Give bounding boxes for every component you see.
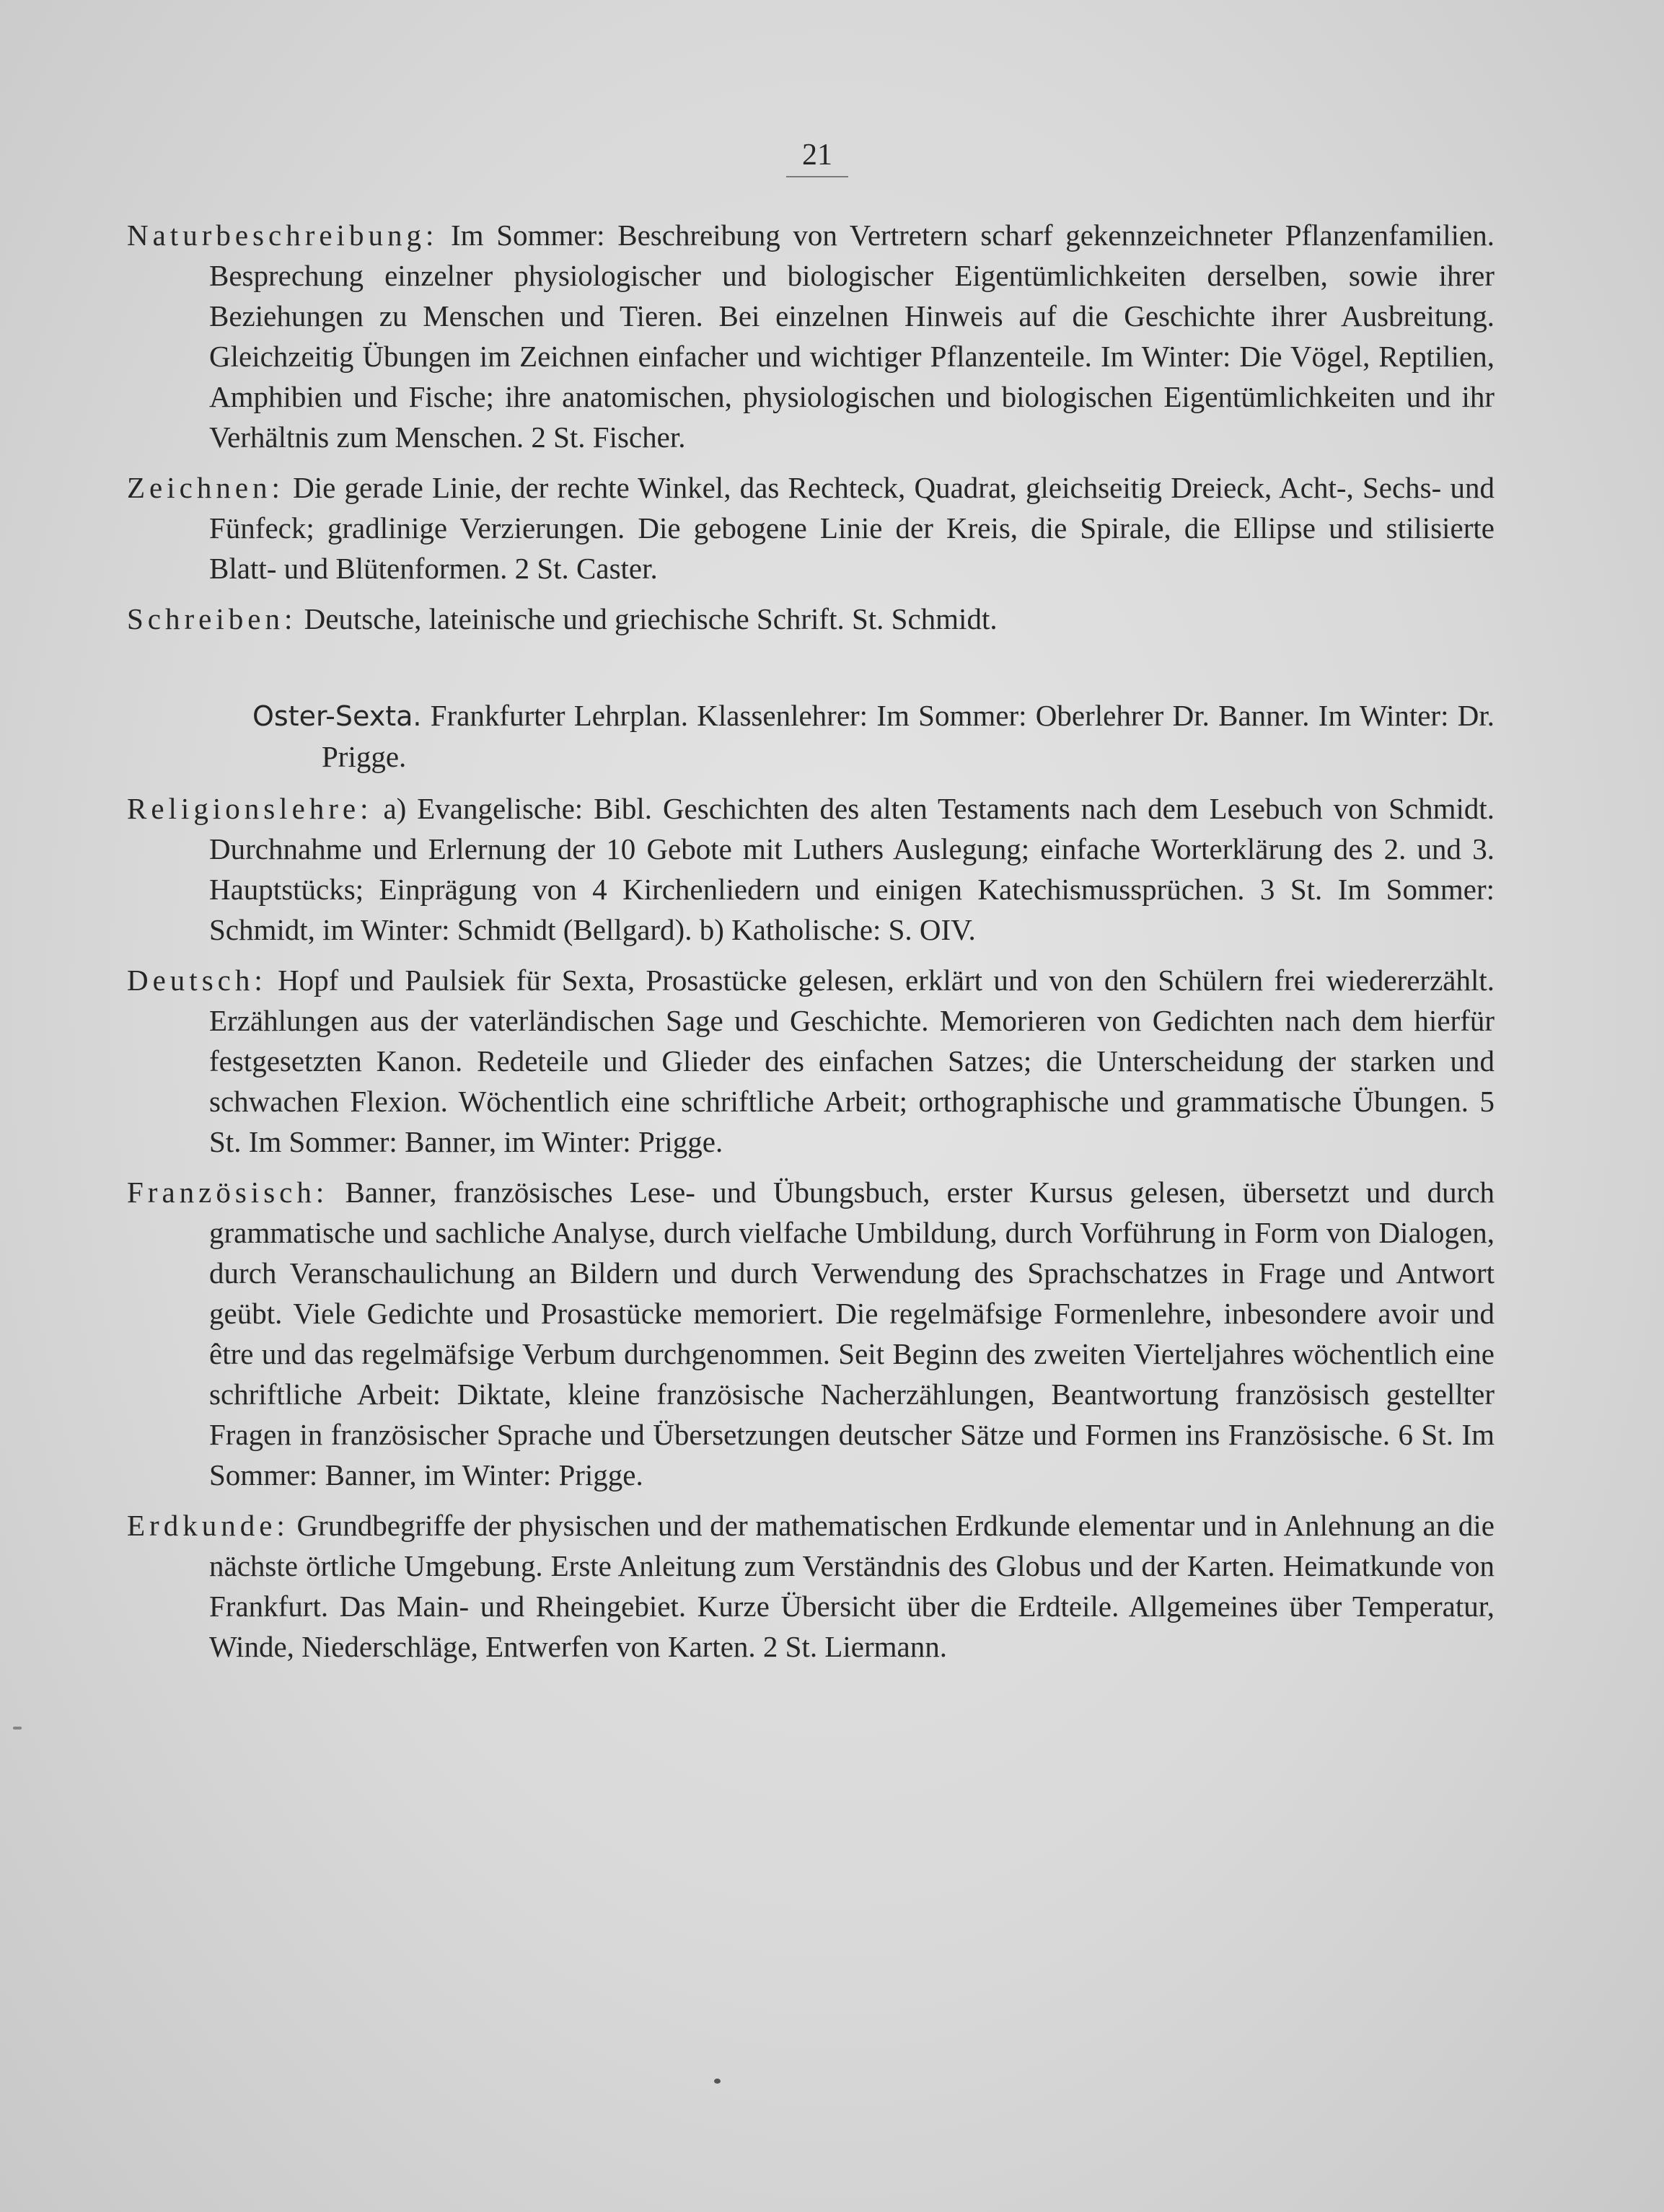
section-deutsch (127, 960, 1494, 1162)
class-header-text: Frankfurter Lehrplan. Klassenlehrer: Im Sommer: Oberlehrer Dr. Banner. Im Winter: Dr. Prigge. (322, 699, 1494, 773)
section-text: a) Evangelische: Bibl. Geschichten des alten Testaments nach dem Lesebuch von Schmidt. Durchnahme und Erlernung der 10 Gebote mit Luthers Auslegung; einfache Worterklärung des 2. und 3. Hauptstücks; Einprägung von 4 Kirchenliedern und einigen Katechismussprüchen. 3 St. Im Sommer: Schmidt, im Winter: Schmidt (Bellgard). b) Katholische: S. OIV. (209, 792, 1494, 946)
section-religionslehre (127, 788, 1494, 950)
section-text: Deutsche, lateinische und griechische Schrift. St. Schmidt. (304, 602, 998, 635)
class-title: Oster-Sexta. (252, 700, 422, 732)
paper-speck (13, 1727, 22, 1729)
section-text: Die gerade Linie, der rechte Winkel, das Rechteck, Quadrat, gleichseitig Dreieck, Acht-, Sechs- und Fünfeck; gradlinige Verzierungen. Die gebogene Linie der Kreis, die Spirale, die Ellipse und stilisierte Blatt- und Blütenformen. 2 St. Caster. (209, 471, 1494, 585)
section-text: Grundbegriffe der physischen und der mathematischen Erdkunde elementar und in Anlehnung an die nächste örtliche Umgebung. Erste Anleitung zum Verständnis des Globus und der Karten. Heimatkunde von Frankfurt. Das Main- und Rheingebiet. Kurze Übersicht über die Erdteile. Allgemeines über Temperatur, Winde, Niederschläge, Entwerfen von Karten. 2 St. Liermann. (209, 1509, 1494, 1663)
subject-heading: Schreiben: (127, 602, 297, 635)
subject-heading: Religionslehre: (127, 792, 373, 825)
paper-speck (714, 2079, 721, 2084)
section-text: Hopf und Paulsiek für Sexta, Prosastücke gelesen, erklärt und von den Schülern frei wiedererzählt. Erzählungen aus der vaterländischen Sage und Geschichte. Memorieren von Gedichten nach dem hierfür festgesetzten Kanon. Redeteile und Glieder des einfachen Satzes; die Unterscheidung der starken und schwachen Flexion. Wöchentlich eine schriftliche Arbeit; orthographische und grammatische Übungen. 5 St. Im Sommer: Banner, im Winter: Prigge. (209, 964, 1494, 1158)
section-zeichnen (127, 467, 1494, 589)
subject-heading: Zeichnen: (127, 471, 284, 504)
class-header (127, 695, 1494, 777)
subject-heading: Naturbeschreibung: (127, 219, 439, 252)
section-franzoesisch (127, 1172, 1494, 1495)
subject-heading: Deutsch: (127, 964, 267, 997)
page-number: 21 (786, 137, 848, 177)
subject-heading: Französisch: (127, 1176, 329, 1209)
section-schreiben (127, 599, 1494, 639)
subject-heading: Erdkunde: (127, 1509, 289, 1542)
section-text: Im Sommer: Beschreibung von Vertretern scharf gekennzeichneter Pflanzenfamilien. Besprechung einzelner physiologischer und biologischer Eigentümlichkeiten derselben, sowie ihrer Beziehungen zu Menschen und Tieren. Bei einzelnen Hinweis auf die Geschichte ihrer Ausbreitung. Gleichzeitig Übungen im Zeichnen einfacher und wichtiger Pflanzenteile. Im Winter: Die Vögel, Reptilien, Amphibien und Fische; ihre anatomischen, physiologischen und biologischen Eigentümlichkeiten und ihr Verhältnis zum Menschen. 2 St. Fischer. (209, 219, 1494, 454)
section-erdkunde (127, 1505, 1494, 1667)
section-naturbeschreibung (127, 215, 1494, 457)
page-body (127, 215, 1494, 1677)
section-text: Banner, französisches Lese- und Übungsbuch, erster Kursus gelesen, übersetzt und durch grammatische und sachliche Analyse, durch vielfache Umbildung, durch Vorführung in Form von Dialogen, durch Veranschaulichung an Bildern und durch Verwendung des Sprachschatzes in Frage und Antwort geübt. Viele Gedichte und Prosastücke memoriert. Die regelmäfsige Formenlehre, inbesondere avoir und être und das regelmäfsige Verbum durchgenommen. Seit Beginn des zweiten Vierteljahres wöchentlich eine schriftliche Arbeit: Diktate, kleine französische Nacherzählungen, Beantwortung französisch gestellter Fragen in französischer Sprache und Übersetzungen deutscher Sätze und Formen ins Französische. 6 St. Im Sommer: Banner, im Winter: Prigge. (209, 1176, 1494, 1491)
